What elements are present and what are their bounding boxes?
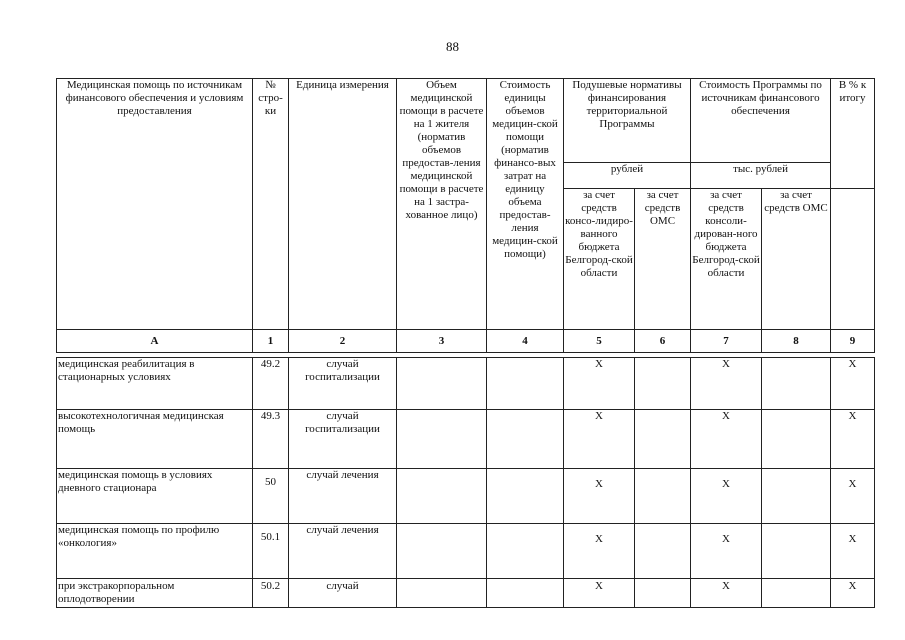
row-number: 49.3 (253, 410, 289, 469)
cell-unit-cost (487, 358, 564, 410)
cell-percent: X (831, 579, 875, 608)
row-number: 49.2 (253, 358, 289, 410)
cell-per-capita-oms (635, 579, 691, 608)
row-unit: случай лечения (289, 524, 397, 579)
header-per-capita-oms: за счет средств ОМС (635, 189, 691, 330)
index-a: А (57, 330, 253, 353)
cell-per-capita-oms (635, 469, 691, 524)
header-unit-thousand-rubles: тыс. рублей (691, 163, 831, 189)
header-per-capita-budget: за счет средств консо-лидиро-ванного бюджета Белгород-ской области (564, 189, 635, 330)
index-7: 7 (691, 330, 762, 353)
header-program-cost: Стоимость Программы по источникам финансового обеспечения (691, 79, 831, 163)
cell-volume (397, 579, 487, 608)
header-unit-cost: Стоимость единицы объемов медицин-ской помощи (норматив финансо-вых затрат на единицу объема предостав-ления медицин-ской помощи) (487, 79, 564, 330)
cell-cost-budget: X (691, 469, 762, 524)
cell-percent: X (831, 469, 875, 524)
cell-per-capita-oms (635, 358, 691, 410)
row-unit: случай лечения (289, 469, 397, 524)
page-number: 88 (446, 39, 459, 54)
cell-unit-cost (487, 579, 564, 608)
cell-cost-budget: X (691, 524, 762, 579)
cell-unit-cost (487, 469, 564, 524)
row-name: медицинская помощь по профилю «онкология» (57, 524, 253, 579)
cell-cost-oms (762, 410, 831, 469)
row-name: медицинская реабилитация в стационарных условиях (57, 358, 253, 410)
cell-cost-budget: X (691, 410, 762, 469)
row-unit: случай госпитализации (289, 358, 397, 410)
row-name: при экстракорпоральном оплодотворении (57, 579, 253, 608)
cell-per-capita-budget: X (564, 358, 635, 410)
header-percent-total: В % к итогу (831, 79, 875, 189)
row-number: 50.2 (253, 579, 289, 608)
cell-percent: X (831, 410, 875, 469)
cell-unit-cost (487, 524, 564, 579)
financing-table (56, 78, 875, 608)
cell-unit-cost (487, 410, 564, 469)
row-unit: случай госпитализации (289, 410, 397, 469)
cell-percent: X (831, 524, 875, 579)
cell-cost-oms (762, 524, 831, 579)
cell-percent: X (831, 358, 875, 410)
header-volume: Объем медицинской помощи в расчете на 1 жителя (норматив объемов предостав-ления медицинской помощи в расчете на 1 застра-хованное лицо) (397, 79, 487, 330)
cell-cost-budget: X (691, 579, 762, 608)
index-1: 1 (253, 330, 289, 353)
cell-cost-budget: X (691, 358, 762, 410)
header-percent-empty (831, 189, 875, 330)
cell-per-capita-budget: X (564, 524, 635, 579)
header-cost-oms: за счет средств ОМС (762, 189, 831, 330)
cell-volume (397, 358, 487, 410)
cell-volume (397, 524, 487, 579)
row-unit: случай (289, 579, 397, 608)
table-row (57, 358, 875, 410)
header-unit: Единица измерения (289, 79, 397, 330)
cell-per-capita-budget: X (564, 469, 635, 524)
index-4: 4 (487, 330, 564, 353)
cell-per-capita-budget: X (564, 410, 635, 469)
header-care-type: Медицинская помощь по источникам финансового обеспечения и условиям предоставления (57, 79, 253, 330)
index-9: 9 (831, 330, 875, 353)
cell-cost-oms (762, 579, 831, 608)
cell-per-capita-oms (635, 410, 691, 469)
index-8: 8 (762, 330, 831, 353)
table-row (57, 579, 875, 608)
header-per-capita-norms: Подушевые нормативы финансирования территориальной Программы (564, 79, 691, 163)
table-row (57, 524, 875, 579)
cell-cost-oms (762, 469, 831, 524)
row-number: 50 (253, 469, 289, 524)
cell-volume (397, 469, 487, 524)
cell-cost-oms (762, 358, 831, 410)
table-row (57, 410, 875, 469)
row-name: высокотехнологичная медицинская помощь (57, 410, 253, 469)
cell-volume (397, 410, 487, 469)
row-name: медицинская помощь в условиях дневного стационара (57, 469, 253, 524)
index-6: 6 (635, 330, 691, 353)
header-cost-budget: за счет средств консоли-дирован-ного бюджета Белгород-ской области (691, 189, 762, 330)
index-5: 5 (564, 330, 635, 353)
table-row (57, 469, 875, 524)
index-3: 3 (397, 330, 487, 353)
row-number: 50.1 (253, 524, 289, 579)
header-row-number: № стро-ки (253, 79, 289, 330)
cell-per-capita-oms (635, 524, 691, 579)
index-2: 2 (289, 330, 397, 353)
header-unit-rubles: рублей (564, 163, 691, 189)
cell-per-capita-budget: X (564, 579, 635, 608)
